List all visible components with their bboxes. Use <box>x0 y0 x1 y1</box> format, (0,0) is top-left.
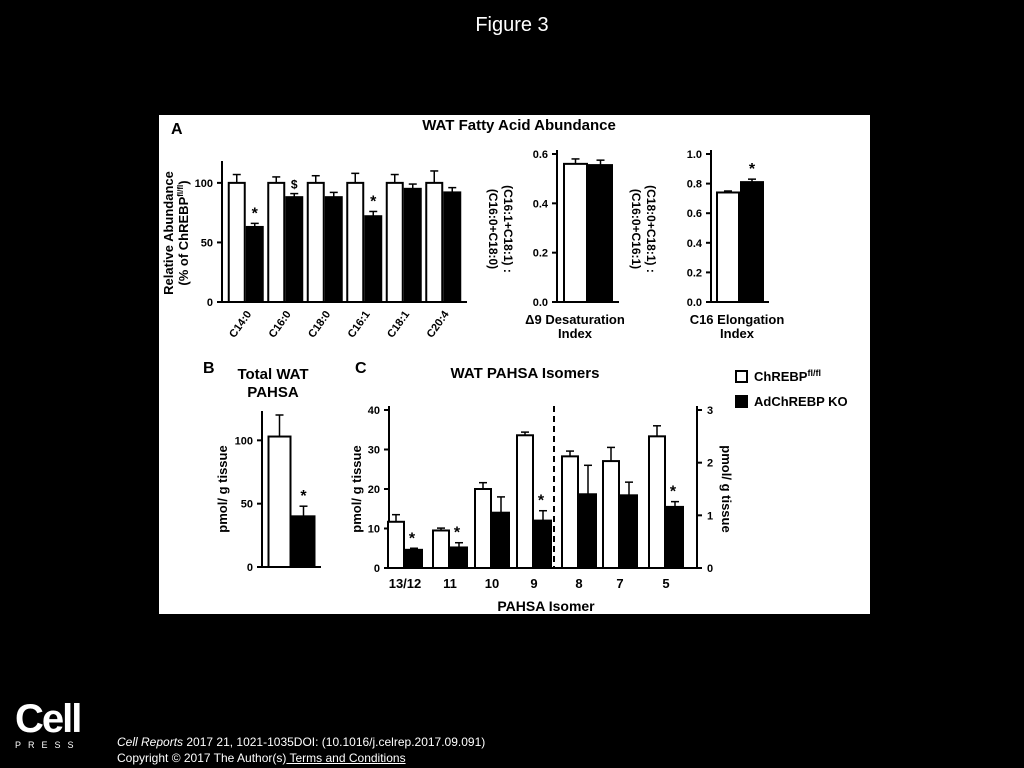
panel-c-bar-ko <box>667 507 683 568</box>
figure-panel <box>159 115 870 614</box>
panel-c-title: WAT PAHSA Isomers <box>450 365 600 382</box>
cell-press-logo <box>15 697 85 750</box>
panel-c-x-tick-label: 10 <box>484 576 500 591</box>
A2-y-tick-label: 0.4 <box>532 198 548 211</box>
panel-c-bar-ko <box>580 494 596 568</box>
panel-c-left-y-tick-label: 30 <box>367 444 380 457</box>
panel-c-bar-ko <box>451 547 467 568</box>
B-y-tick-label: 50 <box>240 498 253 511</box>
A2-y-tick-label: 0.6 <box>532 149 548 161</box>
terms-link[interactable]: Terms and Conditions <box>286 751 406 765</box>
A2-bar-ko <box>589 165 612 302</box>
A1-x-tick-label: C20:4 <box>424 308 452 341</box>
A1-bar-control <box>229 183 245 302</box>
A1-x-tick-label: C18:1 <box>385 308 413 341</box>
panel-c-bar-control <box>517 435 533 568</box>
panel-c-right-y-tick-label: 2 <box>707 457 714 470</box>
panel-a2-x-label-line1: Δ9 Desaturation <box>525 312 625 327</box>
copyright-line <box>117 750 485 766</box>
panel-c-left-y-tick-label: 40 <box>367 405 380 417</box>
A3-bar-control <box>717 192 739 302</box>
panel-c-bar-control <box>388 522 404 568</box>
panel-c-left-y-tick-label: 20 <box>367 484 380 496</box>
A1-bar-ko <box>444 192 460 302</box>
A2-y-tick-label: 0.2 <box>532 247 548 260</box>
slide-title: Figure 3 <box>475 14 549 36</box>
panel-a2-y-label-line2: (C16:0+C18:0) <box>486 188 500 270</box>
B-bar-control <box>269 437 291 567</box>
A2-bar-control <box>564 164 587 302</box>
panel-c-bar-control <box>603 461 619 568</box>
panel-c-right-y-tick-label: 3 <box>707 405 714 417</box>
panel-a2-y-label-line1: (C16:1+C18:1) : <box>501 185 515 273</box>
A3-bar-ko <box>741 182 763 302</box>
panel-a3-y-label-line1: (C18:0+C18:1) : <box>644 185 658 273</box>
panel-c-bar-control <box>475 489 491 568</box>
panel-c-x-tick-label: 7 <box>616 576 624 591</box>
panel-c-significance-marker: * <box>669 483 677 501</box>
legend-swatch-control <box>736 371 747 382</box>
B-bar-ko <box>293 516 315 567</box>
panel-c-x-axis-label: PAHSA Isomer <box>497 598 595 614</box>
panel-c-bar-control <box>433 530 449 568</box>
panel-c-bar-ko <box>621 495 637 568</box>
A3-y-tick-label: 0.4 <box>686 237 702 250</box>
A3-y-tick-label: 0.6 <box>686 208 702 221</box>
panel-a2-x-label-line2: Index <box>558 326 592 341</box>
journal-name: Cell Reports <box>117 735 184 749</box>
panel-c-right-y-tick-label: 1 <box>707 510 714 523</box>
A3-significance-marker: * <box>748 161 756 179</box>
panel-b-title-line2: PAHSA <box>247 384 299 401</box>
panel-a3-x-label-line1: C16 Elongation <box>689 312 785 327</box>
panel-c-bar-ko <box>493 513 509 568</box>
panel-c-x-tick-label: 8 <box>575 576 583 591</box>
panel-b-y-axis-label: pmol/ g tissue <box>215 445 230 533</box>
A1-bar-ko <box>365 216 381 302</box>
A1-bar-ko <box>326 197 342 302</box>
A2-y-tick-label: 0.0 <box>532 297 548 309</box>
panel-a-title: WAT Fatty Acid Abundance <box>422 117 616 134</box>
panel-b-title-line1: Total WAT <box>237 366 309 383</box>
panel-c-bar-ko <box>535 521 551 568</box>
B-y-tick-label: 0 <box>246 562 253 574</box>
panel-a-y-axis-label: Relative Abundance(% of ChREBP$^{fl/fl}$) <box>161 171 191 295</box>
B-significance-marker: * <box>300 488 307 506</box>
panel-c-left-y-tick-label: 10 <box>367 523 380 536</box>
A1-x-tick-label: C18:0 <box>306 308 334 341</box>
legend-swatch-ko <box>736 396 747 407</box>
panel-letter-c: C <box>355 360 367 377</box>
A1-y-tick-label: 100 <box>194 177 213 190</box>
panel-c-x-tick-label: 11 <box>443 576 457 591</box>
A3-y-tick-label: 0.2 <box>686 267 702 280</box>
panel-a3-y-label-line2: (C16:0+C16:1) <box>629 188 643 270</box>
A1-bar-ko <box>286 197 302 302</box>
A1-bar-ko <box>247 227 263 302</box>
B-y-tick-label: 100 <box>234 435 253 448</box>
panel-c-bar-control <box>649 436 665 568</box>
A1-y-tick-label: 50 <box>200 237 213 250</box>
panel-c-x-tick-label: 13/12 <box>388 576 422 591</box>
panel-letter-b: B <box>203 360 215 377</box>
A1-significance-marker: $ <box>290 177 298 192</box>
panel-c-right-y-axis-label: pmol/ g tissue <box>719 445 734 533</box>
panel-c-x-tick-label: 9 <box>530 576 538 591</box>
panel-letter-a: A <box>171 121 183 138</box>
A3-y-tick-label: 1.0 <box>686 149 702 161</box>
panel-c-bar-ko <box>406 550 422 568</box>
citation-block <box>117 734 485 766</box>
A1-significance-marker: * <box>251 205 258 223</box>
citation-line <box>117 734 485 750</box>
A1-x-tick-label: C14:0 <box>227 308 255 341</box>
panel-c-left-y-axis-label: pmol/ g tissue <box>349 445 364 533</box>
A1-x-tick-label: C16:1 <box>345 308 373 341</box>
A1-bar-control <box>387 183 403 302</box>
panel-c-right-y-tick-label: 0 <box>707 563 714 575</box>
press-logo-wordmark: PRESS <box>15 740 81 750</box>
panel-c-significance-marker: * <box>453 524 461 542</box>
copyright-text: Copyright © 2017 The Author(s) <box>117 751 287 765</box>
A1-bar-ko <box>405 189 421 302</box>
A1-bar-control <box>426 183 442 302</box>
legend-label-ko: AdChREBP KO <box>754 394 848 409</box>
panel-a3-x-label-line2: Index <box>720 326 754 341</box>
A1-bar-control <box>347 183 363 302</box>
A1-bar-control <box>268 183 284 302</box>
A3-y-tick-label: 0.0 <box>686 297 702 309</box>
legend-label-control: ChREBP$^{fl/fl}$ <box>754 368 821 384</box>
A1-bar-control <box>308 183 324 302</box>
panel-c-bar-control <box>562 456 578 568</box>
A3-y-tick-label: 0.8 <box>686 178 702 191</box>
cell-logo-wordmark: Cell <box>15 697 81 741</box>
A1-x-tick-label: C16:0 <box>266 308 294 341</box>
citation-ref: 2017 21, 1021-1035DOI: (10.1016/j.celrep.2017.09.091) <box>183 735 486 749</box>
panel-c-significance-marker: * <box>408 530 416 548</box>
figure-svg <box>159 115 870 614</box>
panel-c-x-tick-label: 5 <box>662 576 670 591</box>
panel-c-left-y-tick-label: 0 <box>373 563 380 575</box>
A1-y-tick-label: 0 <box>206 297 213 309</box>
A1-significance-marker: * <box>370 193 377 211</box>
panel-c-significance-marker: * <box>537 492 545 510</box>
